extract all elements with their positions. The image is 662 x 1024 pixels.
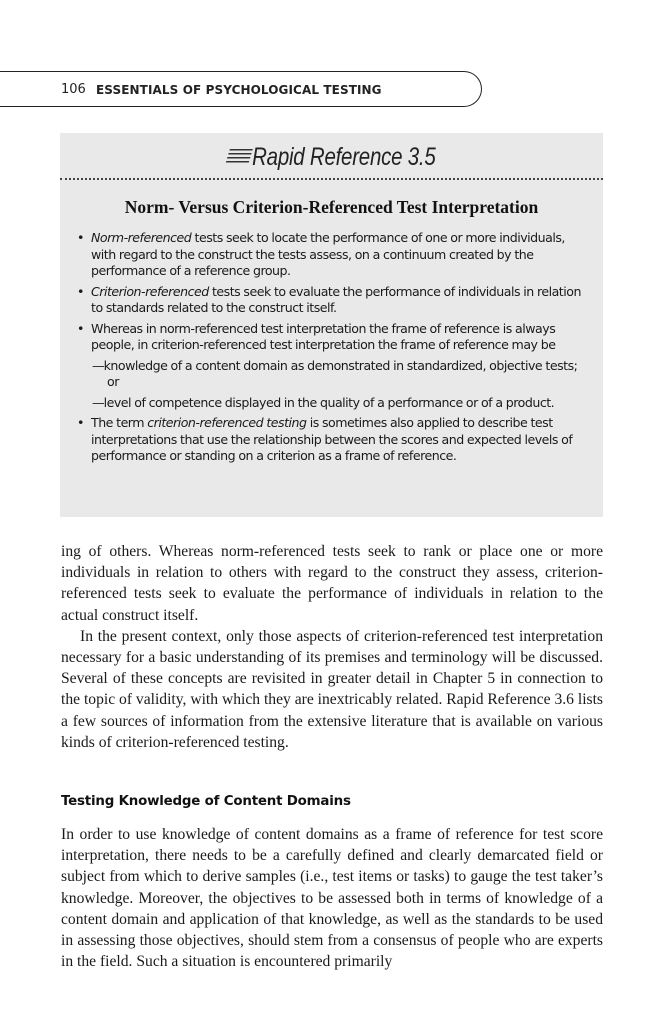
- rapid-reference-list: [72, 230, 592, 469]
- page-number: 106: [61, 82, 86, 97]
- list-item: • The term criterion-referenced testing is sometimes also applied to describe test interpretations that use the relationship between the scores and expected levels of performance or standing on a criterion as a frame of reference.: [77, 415, 573, 463]
- running-header: [0, 71, 482, 107]
- rapid-reference-title: Rapid Reference 3.5: [109, 143, 554, 172]
- sub-list-item: —knowledge of a content domain as demonstrated in standardized, objective tests; or: [92, 357, 578, 389]
- section-heading: Testing Knowledge of Content Domains: [61, 794, 351, 809]
- speed-lines-icon: [225, 149, 252, 163]
- list-item: • Criterion-referenced tests seek to evaluate the performance of individuals in relation to standards related to the construct itself.: [77, 283, 581, 315]
- book-title: ESSENTIALS OF PSYCHOLOGICAL TESTING: [96, 83, 382, 97]
- bullet-icon: •: [77, 230, 84, 245]
- body-text-upper: [61, 541, 603, 753]
- dash-icon: —: [92, 357, 104, 373]
- dotted-divider: [60, 178, 603, 180]
- paragraph: ing of others. Whereas norm-referenced tests seek to rank or place one or more individuals in relation to others with regard to the construct they assess, criterion-referenced tests seek to evaluate the performance of individuals in relation to the actual construct itself.: [61, 543, 603, 624]
- rapid-reference-box: [60, 133, 603, 517]
- body-text-lower: [61, 824, 603, 972]
- rapid-reference-heading: Norm- Versus Criterion-Referenced Test Interpretation: [124, 197, 539, 217]
- paragraph: In the present context, only those aspects of criterion-referenced test interpretation necessary for a basic understanding of its premises and terminology will be discussed. Several of these concepts are revisited in greater detail in Chapter 5 in connection to the topic of validity, with which they are inextricably related. Rapid Reference 3.6 lists a few sources of information from the extensive literature that is available on various kinds of criterion-referenced testing.: [61, 627, 603, 751]
- bullet-icon: •: [77, 415, 84, 430]
- bullet-icon: •: [77, 320, 84, 336]
- list-item: • Whereas in norm-referenced test interpretation the frame of reference is always people, in criterion-referenced test interpretation the frame of reference may be: [77, 320, 556, 352]
- sub-list-item: —level of competence displayed in the quality of a performance or of a product.: [92, 394, 555, 410]
- list-item: • Norm-referenced tests seek to locate the performance of one or more individuals, with regard to the construct the tests assess, on a continuum created by the performance of a reference group.: [77, 230, 565, 278]
- bullet-icon: •: [77, 283, 84, 299]
- paragraph: In order to use knowledge of content domains as a frame of reference for test score interpretation, there needs to be a carefully defined and clearly demarcated field or subject from which to derive samples (i.e., test items or tasks) to gauge the test taker’s knowledge. Moreover, the objectives to be assessed both in terms of knowledge of a content domain and application of that knowledge, as well as the standards to be used in assessing those objectives, should stem from a consensus of people who are experts in the field. Such a situation is encountered primarily: [61, 826, 603, 971]
- dash-icon: —: [92, 394, 104, 410]
